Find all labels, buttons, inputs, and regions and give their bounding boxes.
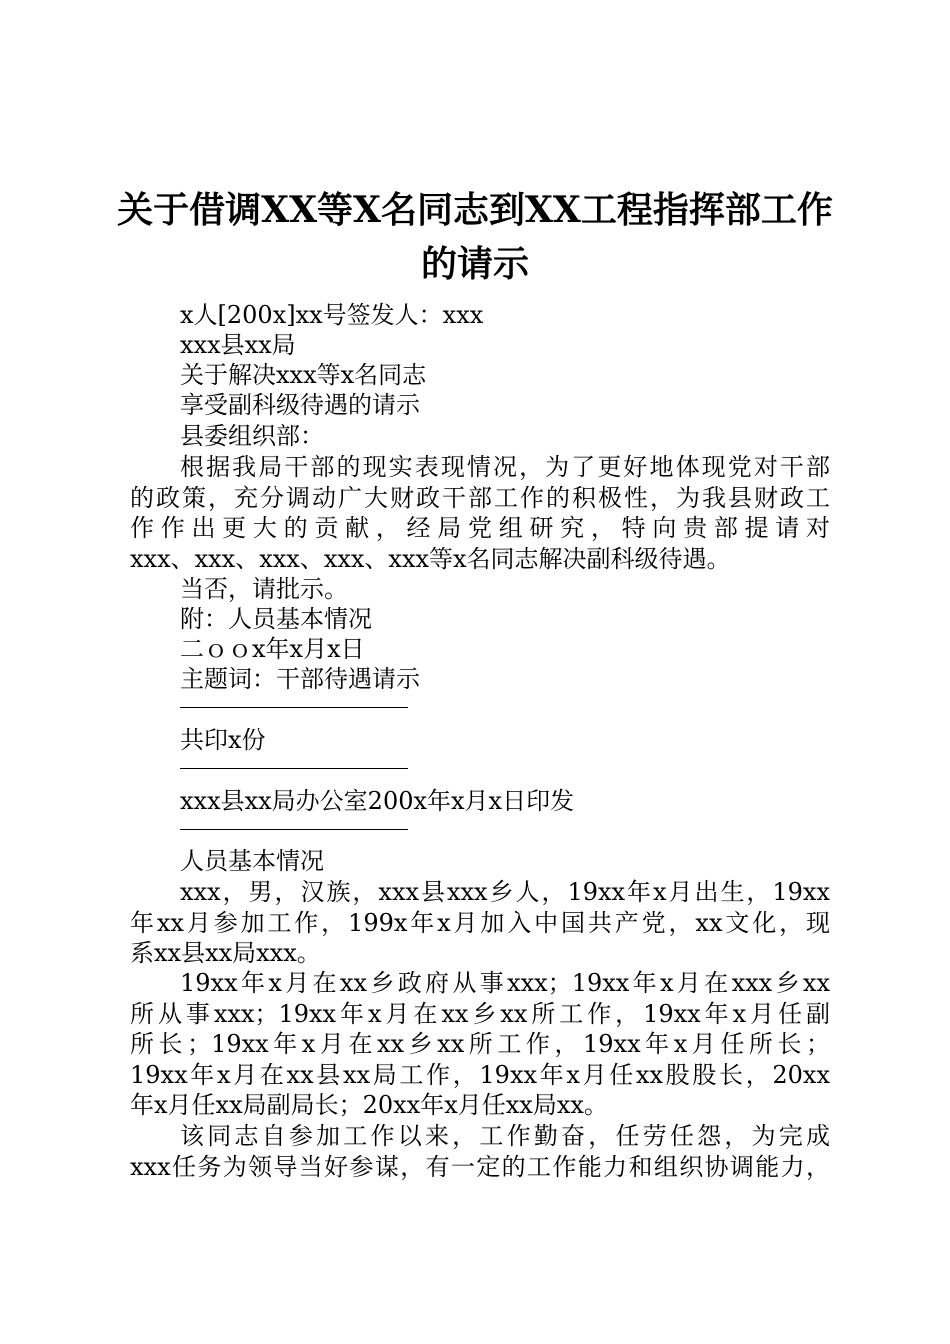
- subject-keywords: 主题词：干部待遇请示: [180, 665, 420, 693]
- appendix-line: 所从事xxx；19xx年x月在xx乡xx所工作，19xx年x月任副: [130, 999, 830, 1028]
- document-number-line: x人[200x]xx号签发人：xxx: [180, 301, 484, 329]
- issuing-agency: xxx县xx局: [180, 331, 296, 359]
- document-title-line-2: 的请示: [420, 243, 529, 285]
- subject-line-2: 享受副科级待遇的请示: [180, 391, 420, 419]
- document-date: 二ｏｏx年x月x日: [180, 635, 365, 663]
- appendix-paragraph-2: [130, 968, 830, 1121]
- document-title-line-1: 关于借调XX等X名同志到XX工程指挥部工作: [117, 189, 833, 231]
- closing-request: 当否，请批示。: [180, 575, 348, 603]
- body-line: 作作出更大的贡献，经局党组研究，特向贵部提请对: [130, 514, 830, 542]
- appendix-line: 年x月任xx局副局长；20xx年x月任xx局xx。: [130, 1091, 608, 1119]
- body-line: 的政策，充分调动广大财政干部工作的积极性，为我县财政工: [130, 483, 830, 512]
- appendix-line: 19xx年x月在xx乡政府从事xxx；19xx年x月在xxx乡xx: [180, 969, 830, 997]
- appendix-line: 所长；19xx年x月在xx乡xx所工作，19xx年x月任所长；: [130, 1030, 830, 1058]
- print-issuer: xxx县xx局办公室200x年x月x日印发: [180, 787, 575, 815]
- attachment-note: 附：人员基本情况: [180, 605, 372, 633]
- appendix-line: 年xx月参加工作，199x年x月加入中国共产党，xx文化，现: [130, 908, 830, 937]
- subject-line-1: 关于解决xxx等x名同志: [180, 361, 427, 389]
- appendix-line: xxx任务为领导当好参谋，有一定的工作能力和组织协调能力，: [130, 1152, 830, 1181]
- appendix-paragraph-3: [130, 1121, 830, 1182]
- appendix-line: 该同志自参加工作以来，工作勤奋，任劳任怨，为完成: [180, 1122, 830, 1150]
- body-paragraph: [130, 452, 830, 574]
- print-copies: 共印x份: [180, 726, 266, 754]
- appendix-line: xxx，男，汉族，xxx县xxx乡人，19xx年x月出生，19xx: [180, 878, 830, 906]
- separator-line: [180, 768, 408, 769]
- separator-line: [180, 829, 408, 830]
- appendix-line: 19xx年x月在xx县xx局工作，19xx年x月任xx股股长，20xx: [130, 1060, 830, 1089]
- separator-line: [180, 707, 408, 708]
- body-line: xxx、xxx、xxx、xxx、xxx等x名同志解决副科级待遇。: [130, 544, 731, 573]
- appendix-line: 系xx县xx局xxx。: [130, 939, 321, 967]
- body-line: 根据我局干部的现实表现情况，为了更好地体现党对干部: [180, 453, 830, 481]
- appendix-heading: 人员基本情况: [180, 847, 324, 875]
- appendix-paragraph-1: [130, 877, 830, 969]
- addressee: 县委组织部：: [180, 422, 324, 450]
